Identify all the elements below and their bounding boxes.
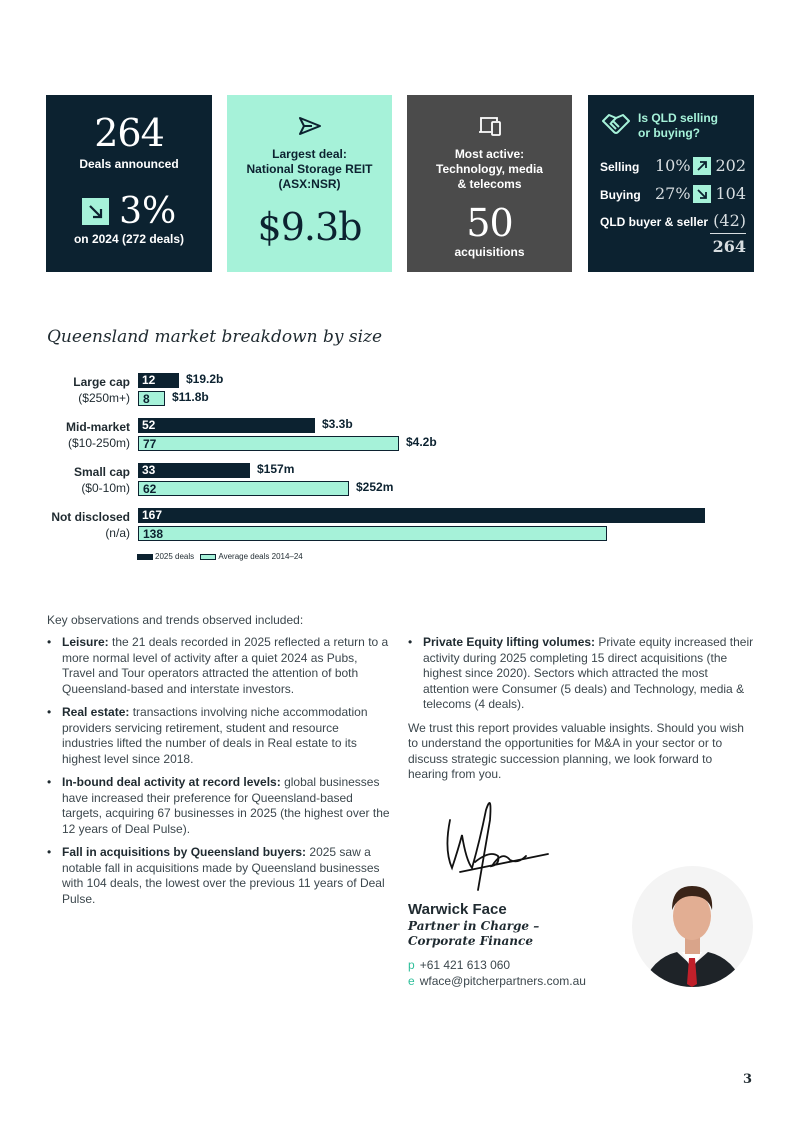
largest-deal-tile — [227, 95, 392, 272]
observation-item — [47, 705, 392, 767]
bar-count-label: 138 — [143, 527, 164, 541]
bar-count-label: 12 — [142, 373, 156, 387]
bar-value-label: $3.3b — [322, 417, 353, 431]
deals-count: 264 — [94, 111, 164, 155]
observation-item — [47, 845, 392, 907]
bar-count-label: 77 — [143, 437, 157, 451]
bar-count-label: 52 — [142, 418, 156, 432]
signatory-name: Warwick Face — [408, 901, 507, 918]
bar-count-label: 8 — [143, 392, 150, 406]
phone-key: p — [408, 958, 415, 972]
qld-buying-row — [600, 184, 746, 206]
arrow-down-right-icon — [693, 185, 711, 203]
buying-pct: 27% — [655, 184, 691, 203]
deals-change — [46, 191, 212, 232]
observation-item — [47, 775, 392, 837]
observation-heading: Private Equity lifting volumes: — [423, 635, 596, 649]
largest-deal-value: $9.3b — [257, 205, 362, 249]
buying-label: Buying — [600, 188, 641, 202]
observation-text: global businesses have increased their preference for Queensland-based targets, acquiring 67 businesses in 2025 (the highest over the 12 years of Deal Pulse). — [62, 775, 390, 836]
observation-text: the 21 deals recorded in 2025 reflected a return to a more normal level of activity after a quiet 2024 as Pubs, Travel and Tour operators attracted the attention of both Queensland-based and interstate investors. — [62, 635, 389, 696]
legend-swatch-current — [137, 554, 153, 560]
bar-value-label: $157m — [257, 462, 295, 476]
handshake-icon — [600, 109, 632, 139]
most-active-value: 50 — [466, 201, 513, 245]
bar-count-label: 62 — [143, 482, 157, 496]
most-active-title: Most active: Technology, media & telecoms — [436, 147, 543, 191]
contact-phone — [408, 958, 510, 972]
category-label — [51, 509, 130, 541]
bar-average — [138, 526, 607, 541]
bar-2025 — [138, 463, 250, 478]
qld-total: 264 — [712, 237, 746, 256]
legend-current: 2025 deals — [155, 552, 195, 561]
bar-value-label: $19.2b — [186, 372, 224, 386]
bar-count-label: 33 — [142, 463, 156, 477]
deals-change-sub: on 2024 (272 deals) — [73, 232, 185, 246]
selling-value: 202 — [715, 156, 746, 175]
arrow-up-right-icon — [693, 157, 711, 175]
observation-heading: Real estate: — [62, 705, 130, 719]
bar-value-label: $11.8b — [172, 390, 209, 404]
page-number: 3 — [742, 1072, 752, 1087]
handwritten-signature — [430, 790, 555, 900]
total-divider — [710, 233, 746, 234]
observation-item — [47, 635, 392, 697]
phone-number[interactable]: +61 421 613 060 — [419, 958, 511, 972]
bar-2025 — [138, 508, 705, 523]
deals-label: Deals announced — [79, 157, 179, 171]
email-address[interactable]: wface@pitcherpartners.com.au — [419, 974, 586, 988]
bar-value-label: $4.2b — [406, 435, 437, 449]
email-key: e — [408, 974, 415, 988]
category-name: Large cap — [73, 375, 130, 389]
both-value: (42) — [713, 211, 746, 230]
qld-selling-row — [600, 156, 746, 178]
category-name: Small cap — [73, 465, 130, 479]
category-name: Not disclosed — [51, 510, 130, 524]
both-label: QLD buyer & seller — [600, 215, 709, 229]
category-name: Mid-market — [65, 420, 130, 434]
legend-average: Average deals 2014–24 — [218, 552, 303, 561]
observation-heading: Leisure: — [62, 635, 109, 649]
largest-deal-title: Largest deal: National Storage REIT (ASX:NSR) — [246, 147, 373, 191]
contact-email — [408, 974, 586, 988]
deals-change-pct: 3% — [119, 191, 177, 232]
bar-count-label: 167 — [142, 508, 163, 522]
category-range: ($250m+) — [78, 391, 130, 405]
bar-average — [138, 481, 349, 496]
send-arrow-icon — [297, 115, 323, 137]
qld-selling-buying-tile — [588, 95, 754, 272]
most-active-sub: acquisitions — [454, 245, 525, 259]
bar-2025 — [138, 373, 179, 388]
observations-right — [408, 635, 754, 783]
category-label — [66, 419, 130, 451]
chart-legend — [137, 552, 303, 561]
observation-item — [408, 635, 754, 713]
observations-left — [47, 635, 392, 915]
category-range: ($0-10m) — [81, 481, 130, 495]
observation-text: 2025 saw a notable fall in acquisitions made by Queensland businesses with 104 deals, the lowest over the previous 11 years of Deal Pulse. — [62, 845, 385, 906]
category-range: (n/a) — [105, 526, 130, 540]
observation-heading: Fall in acquisitions by Queensland buyers: — [62, 845, 307, 859]
qld-both-row — [600, 211, 746, 233]
observations-intro: Key observations and trends observed included: — [47, 613, 304, 627]
deals-announced-tile — [46, 95, 212, 272]
selling-label: Selling — [600, 160, 640, 174]
arrow-down-right-icon — [82, 198, 109, 225]
most-active-tile — [407, 95, 572, 272]
category-range: ($10-250m) — [67, 436, 130, 450]
bar-2025 — [138, 418, 315, 433]
bar-average — [138, 391, 165, 406]
buying-value: 104 — [715, 184, 746, 203]
breakdown-title: Queensland market breakdown by size — [47, 327, 383, 347]
closing-paragraph: We trust this report provides valuable insights. Should you wish to understand the opportunities for M&A in your sector or to discuss strategic succession planning, we look forward to hearing from you. — [408, 720, 744, 781]
observation-text: Private equity increased their activity during 2025 completing 15 direct acquisitions (the highest since 2020). Sectors which attracted the most attention were Consumer (5 deals) and Technology, media & telecoms (4 deals). — [423, 635, 754, 711]
bar-average — [138, 436, 399, 451]
bar-value-label: $252m — [356, 480, 394, 494]
selling-pct: 10% — [655, 156, 691, 175]
observation-heading: In-bound deal activity at record levels: — [62, 775, 281, 789]
legend-swatch-average — [200, 554, 216, 560]
devices-icon — [477, 115, 503, 137]
signatory-role: Partner in Charge – Corporate Finance — [408, 919, 540, 948]
observation-text: transactions involving niche accommodation providers servicing retirement, student and resource industries lifted the number of deals in Real estate to its highest level since 2018. — [62, 705, 368, 766]
category-label — [73, 374, 130, 406]
category-label — [74, 464, 130, 496]
portrait-photo — [632, 866, 753, 987]
qld-question: Is QLD selling or buying? — [638, 111, 719, 140]
